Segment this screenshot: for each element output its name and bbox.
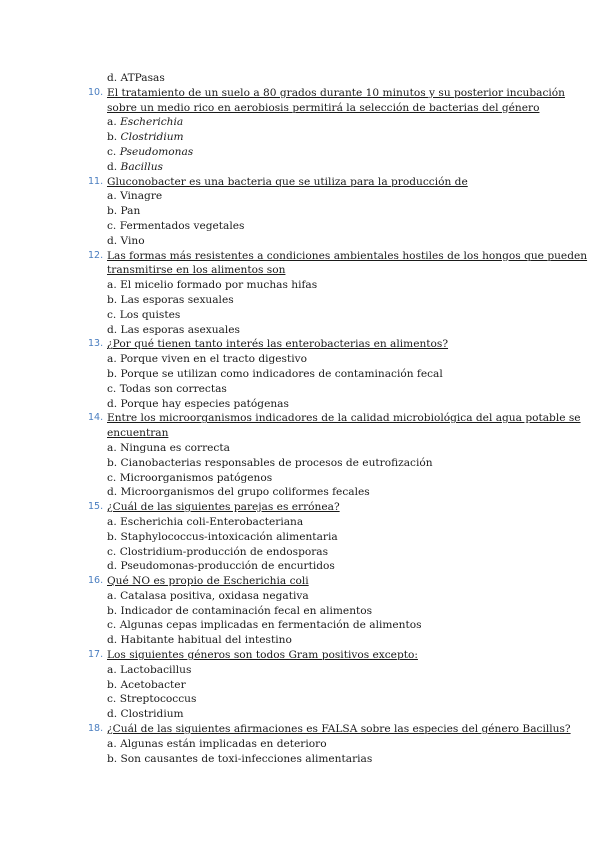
answer-option: [85, 219, 525, 234]
option-text: Todas son correctas: [119, 382, 227, 395]
question-list: [85, 71, 588, 766]
answer-option: [85, 441, 525, 456]
option-text: Catalasa positiva, oxidasa negativa: [120, 589, 309, 602]
option-text: Fermentados vegetales: [119, 219, 245, 232]
answer-option: [85, 130, 525, 145]
answer-option: [85, 367, 525, 382]
question-text: ¿Por qué tienen tanto interés las enterobacterias en alimentos?: [107, 338, 449, 351]
question-block: [85, 500, 525, 574]
answer-option: [85, 678, 525, 693]
question-text: Las formas más resistentes a condiciones ambientales hostiles de los hongos que pueden: [107, 249, 588, 262]
answer-option: [85, 604, 525, 619]
question-block: [85, 249, 588, 338]
option-letter: d.: [107, 634, 118, 647]
option-letter: b.: [107, 530, 118, 543]
option-text: Las esporas asexuales: [120, 323, 240, 336]
question-block: [85, 411, 581, 500]
question-block: [85, 722, 571, 766]
question-stem: [85, 411, 581, 426]
option-text: Escherichia coli-Enterobacteriana: [120, 515, 304, 528]
option-letter: d.: [107, 160, 118, 173]
option-letter: c.: [107, 219, 117, 232]
answer-option: [85, 692, 525, 707]
option-letter: d.: [107, 486, 118, 499]
option-text: Los quistes: [119, 308, 181, 321]
option-letter: b.: [107, 205, 118, 218]
answer-option: [85, 559, 525, 574]
question-text: El tratamiento de un suelo a 80 grados durante 10 minutos y su posterior incubación: [107, 86, 565, 99]
question-text: Los siguientes géneros son todos Gram positivos excepto:: [107, 649, 418, 662]
option-letter: a.: [107, 190, 117, 203]
option-text: Algunas cepas implicadas en fermentación de alimentos: [119, 619, 422, 632]
answer-option: [85, 545, 525, 560]
option-text: Porque viven en el tracto digestivo: [120, 353, 307, 366]
answer-option: [85, 323, 525, 338]
question-stem: [85, 648, 525, 663]
option-letter: c.: [107, 619, 117, 632]
option-letter: b.: [107, 293, 118, 306]
option-text: Las esporas sexuales: [120, 293, 234, 306]
answer-option: [85, 382, 525, 397]
question-text: Qué NO es propio de Escherichia coli: [107, 575, 309, 588]
option-text: Vinagre: [120, 190, 163, 203]
option-text: Vino: [120, 234, 145, 247]
option-letter: a.: [107, 441, 117, 454]
question-block: [85, 648, 525, 722]
question-block: [85, 574, 525, 648]
option-letter: a.: [107, 353, 117, 366]
option-letter: a.: [107, 279, 117, 292]
option-text: Escherichia: [120, 116, 184, 129]
option-text: Pseudomonas-producción de encurtidos: [120, 560, 335, 573]
option-text: Porque se utilizan como indicadores de contaminación fecal: [120, 367, 443, 380]
option-letter: d.: [107, 560, 118, 573]
option-text: Cianobacterias responsables de procesos de eutrofización: [120, 456, 433, 469]
option-letter: b.: [107, 678, 118, 691]
question-number: 11.: [88, 175, 104, 187]
question-number: 17.: [88, 649, 104, 661]
option-letter: d.: [107, 234, 118, 247]
answer-option: [85, 293, 525, 308]
answer-option: [85, 278, 525, 293]
option-text: Clostridium-producción de endosporas: [119, 545, 329, 558]
answer-option: [85, 234, 525, 249]
option-text: Bacillus: [120, 160, 163, 173]
answer-option: [85, 707, 525, 722]
answer-option: [85, 189, 525, 204]
option-letter: c.: [107, 545, 117, 558]
option-letter: b.: [107, 456, 118, 469]
question-block: [85, 175, 525, 249]
answer-option: [85, 397, 525, 412]
option-letter: a.: [107, 589, 117, 602]
question-stem: [85, 722, 571, 737]
question-text: ¿Cuál de las siguientes parejas es errónea?: [107, 501, 340, 514]
option-text: Clostridium: [120, 131, 184, 144]
option-letter: c.: [107, 693, 117, 706]
option-text: Son causantes de toxi-infecciones alimentarias: [120, 752, 373, 765]
question-number: 12.: [88, 249, 104, 261]
answer-option: [85, 515, 525, 530]
question-number: 16.: [88, 575, 104, 587]
option-letter: b.: [107, 752, 118, 765]
answer-option: [85, 352, 525, 367]
question-text-continued: transmitirse en los alimentos son: [107, 264, 286, 277]
answer-option: [85, 618, 525, 633]
option-letter: a.: [107, 116, 117, 129]
option-text: Streptococcus: [119, 693, 197, 706]
option-text: Clostridium: [120, 708, 184, 721]
option-text: El micelio formado por muchas hifas: [120, 279, 318, 292]
option-text: Pan: [120, 205, 141, 218]
option-letter: c.: [107, 382, 117, 395]
question-block: [85, 86, 565, 175]
question-stem: [85, 500, 525, 515]
question-stem: [85, 175, 525, 190]
previous-answer-option: d. ATPasas: [107, 72, 165, 84]
option-letter: d.: [107, 323, 118, 336]
option-text: Algunas están implicadas en deterioro: [120, 737, 327, 750]
question-text-continued: encuentran: [107, 427, 169, 440]
answer-option: [85, 752, 525, 767]
question-stem: [85, 249, 588, 264]
option-text: Microorganismos patógenos: [119, 471, 273, 484]
answer-option: [85, 589, 525, 604]
option-text: Microorganismos del grupo coliformes fecales: [120, 486, 370, 499]
option-text: Acetobacter: [120, 678, 186, 691]
answer-option: [85, 204, 525, 219]
option-letter: b.: [107, 604, 118, 617]
question-text: ¿Cuál de las siguientes afirmaciones es FALSA sobre las especies del género Bacillus?: [107, 723, 571, 736]
option-letter: c.: [107, 145, 117, 158]
option-letter: d.: [107, 397, 118, 410]
option-text: Ninguna es correcta: [120, 441, 230, 454]
answer-option: [85, 530, 525, 545]
answer-option: [85, 485, 525, 500]
answer-option: [85, 456, 525, 471]
question-text: Entre los microorganismos indicadores de la calidad microbiológica del agua potable se: [107, 412, 581, 425]
option-letter: b.: [107, 367, 118, 380]
question-number: 18.: [88, 723, 104, 735]
option-letter: a.: [107, 515, 117, 528]
option-text: Lactobacillus: [120, 663, 192, 676]
question-stem: [85, 86, 565, 101]
option-text: Staphylococcus-intoxicación alimentaria: [120, 530, 338, 543]
answer-option: [85, 471, 525, 486]
question-number: 14.: [88, 412, 104, 424]
question-text-continued: sobre un medio rico en aerobiosis permitirá la selección de bacterias del género: [107, 101, 540, 114]
question-number: 13.: [88, 338, 104, 350]
option-letter: a.: [107, 663, 117, 676]
option-text: Habitante habitual del intestino: [120, 634, 292, 647]
option-letter: d.: [107, 708, 118, 721]
question-stem: [85, 337, 525, 352]
answer-option: [85, 737, 525, 752]
option-letter: b.: [107, 131, 118, 144]
answer-option: [85, 145, 525, 160]
answer-option: [85, 663, 525, 678]
option-letter: a.: [107, 737, 117, 750]
option-letter: c.: [107, 471, 117, 484]
option-text: Porque hay especies patógenas: [120, 397, 289, 410]
answer-option: [85, 633, 525, 648]
answer-option: [85, 115, 525, 130]
answer-option: [85, 160, 525, 175]
option-text: Pseudomonas: [119, 145, 194, 158]
option-text: Indicador de contaminación fecal en alimentos: [120, 604, 373, 617]
question-block: [85, 337, 525, 411]
question-text: Gluconobacter es una bacteria que se utiliza para la producción de: [107, 175, 468, 188]
answer-option: [85, 308, 525, 323]
question-number: 10.: [88, 86, 104, 98]
option-letter: c.: [107, 308, 117, 321]
question-number: 15.: [88, 501, 104, 513]
question-stem: [85, 574, 525, 589]
